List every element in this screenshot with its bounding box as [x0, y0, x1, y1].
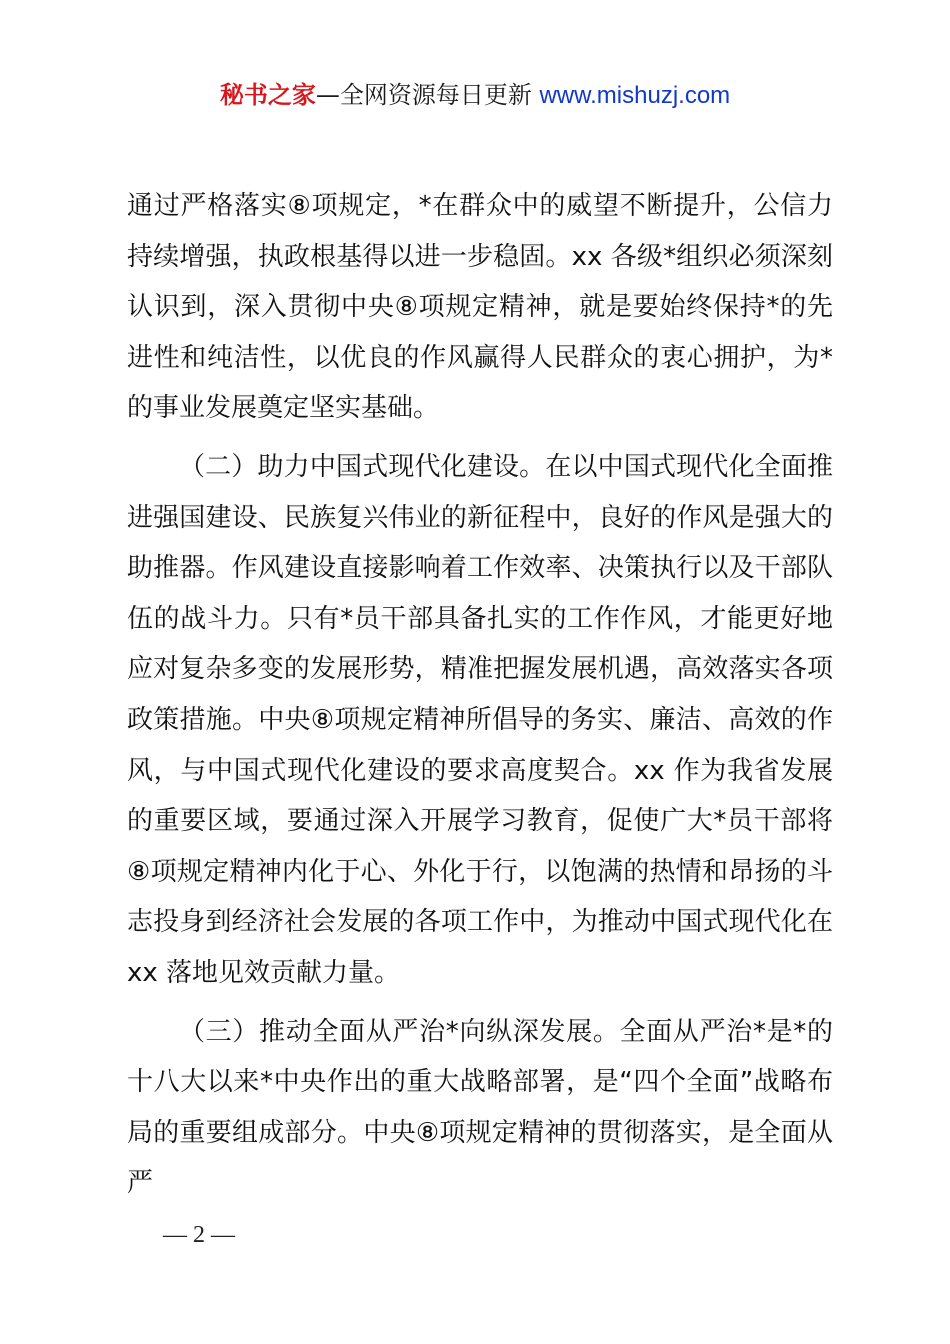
paragraph-section-2: （二）助力中国式现代化建设。在以中国式现代化全面推进强国建设、民族复兴伟业的新征程中，良好的作风是强大的助推器。作风建设直接影响着工作效率、决策执行以及干部队伍的战斗力。只有*员干部具备扎实的工作作风，才能更好地应对复杂多变的发展形势，精准把握发展机遇，高效落实各项政策措施。中央⑧项规定精神所倡导的务实、廉洁、高效的作风，与中国式现代化建设的要求高度契合。xx 作为我省发展的重要区域，要通过深入开展学习教育，促使广大*员干部将⑧项规定精神内化于心、外化于行，以饱满的热情和昂扬的斗志投身到经济社会发展的各项工作中，为推动中国式现代化在 xx 落地见效贡献力量。	[127, 451, 833, 988]
site-brand: 秘书之家	[219, 81, 316, 109]
page-number: — 2 —	[163, 1222, 235, 1248]
paragraph-continued: 通过严格落实⑧项规定，*在群众中的威望不断提升，公信力持续增强，执政根基得以进一步稳固。xx 各级*组织必须深刻认识到，深入贯彻中央⑧项规定精神，就是要始终保持*的先进性和纯洁性，以优良的作风赢得人民群众的衷心拥护，为*的事业发展奠定坚实基础。	[127, 191, 833, 424]
site-url[interactable]: www.mishuzj.com	[539, 82, 731, 109]
site-tagline: —全网资源每日更新	[315, 81, 532, 109]
document-header	[0, 78, 950, 113]
paragraph-section-3: （三）推动全面从严治*向纵深发展。全面从严治*是*的十八大以来*中央作出的重大战略部署，是“四个全面”战略布局的重要组成部分。中央⑧项规定精神的贯彻落实，是全面从严	[127, 1016, 833, 1199]
document-body	[127, 181, 833, 1209]
